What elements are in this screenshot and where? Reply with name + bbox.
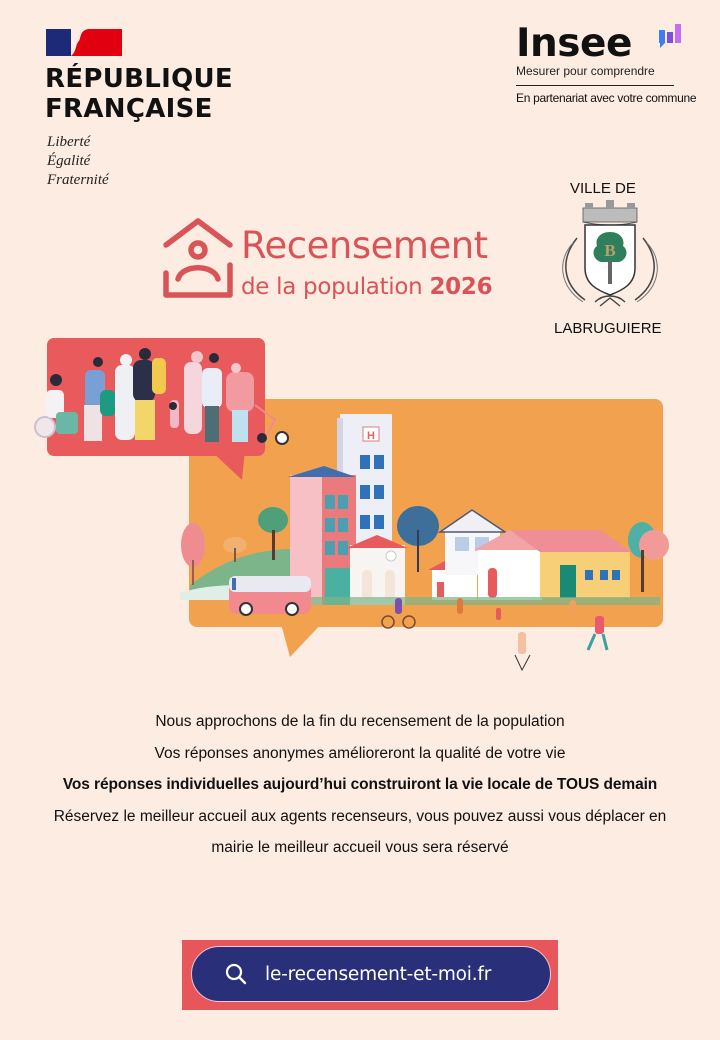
republique-motto <box>47 133 109 190</box>
insee-bars-icon <box>658 22 684 48</box>
motto-egalite: Égalité <box>47 153 91 169</box>
census-illustration <box>0 330 720 700</box>
bus-icon <box>229 576 311 615</box>
motto-fraternite: Fraternité <box>47 172 109 188</box>
campaign-subtitle <box>241 272 492 302</box>
house-person-icon <box>162 217 234 299</box>
ville-de-label: VILLE DE <box>570 180 636 197</box>
crest-letter: B <box>604 241 616 260</box>
body-line-4: Réservez le meilleur accueil aux agents recenseurs, vous pouvez aussi vous déplacer en <box>53 807 667 825</box>
title-line-1: RÉPUBLIQUE <box>45 64 233 94</box>
ville-name: LABRUGUIERE <box>554 320 662 337</box>
marianne-flag-logo <box>46 29 122 56</box>
insee-wordmark: Insee <box>516 21 632 66</box>
subtitle-text: de la population <box>241 274 423 300</box>
body-text <box>0 706 720 864</box>
campaign-title: Recensement <box>241 224 488 267</box>
body-line-5: mairie le meilleur accueil vous sera réservé <box>211 839 509 856</box>
title-line-2: FRANÇAISE <box>45 94 213 124</box>
body-line-1: Nous approchons de la fin du recensement de la population <box>155 713 565 730</box>
motto-liberte: Liberté <box>47 134 91 150</box>
website-url[interactable]: le-recensement-et-moi.fr <box>265 963 492 985</box>
body-line-3-emphasis: Vos réponses individuelles aujourd’hui construiront la vie locale de TOUS demain <box>62 776 658 793</box>
website-search-button[interactable] <box>191 946 551 1002</box>
republique-francaise-title <box>45 64 233 124</box>
body-line-2: Vos réponses anonymes amélioreront la qualité de votre vie <box>154 744 566 762</box>
insee-divider <box>516 85 674 86</box>
insee-tagline: Mesurer pour comprendre <box>516 64 655 78</box>
partnership-text: En partenariat avec votre commune <box>516 91 697 105</box>
hospital-sign: H <box>367 430 375 442</box>
labruguiere-crest-icon <box>555 198 665 313</box>
search-icon <box>225 963 247 985</box>
campaign-year: 2026 <box>429 274 493 300</box>
